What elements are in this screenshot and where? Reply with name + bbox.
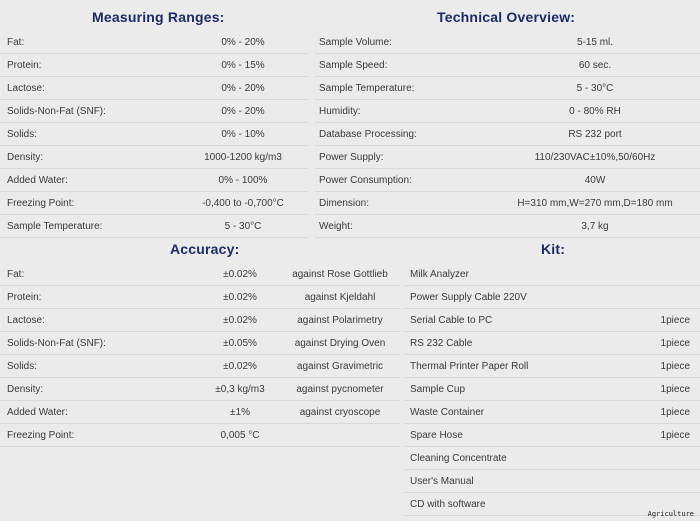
row-label: Protein: (7, 60, 42, 71)
row-label: Density: (7, 152, 44, 163)
table-row (0, 54, 308, 77)
table-row (315, 123, 700, 146)
row-value: 1000-1200 kg/m3 (204, 152, 282, 163)
row-method: against Polarimetry (297, 315, 383, 326)
table-row (0, 192, 308, 215)
table-row (405, 286, 700, 309)
row-label: Dimension: (319, 198, 370, 209)
kit-item-quantity: 1piece (660, 407, 690, 418)
table-row (0, 424, 400, 447)
row-value: 0% - 20% (221, 37, 265, 48)
row-value: ±0.02% (223, 361, 257, 372)
row-value: 0% - 100% (218, 175, 268, 186)
row-label: Power Consumption: (319, 175, 412, 186)
kit-item-quantity: 1piece (660, 384, 690, 395)
row-value: 0 - 80% RH (569, 106, 621, 117)
row-method: against Rose Gottlieb (292, 269, 388, 280)
table-row (315, 169, 700, 192)
table-row (315, 146, 700, 169)
row-label: Sample Volume: (319, 37, 392, 48)
row-value: 110/230VAC±10%,50/60Hz (534, 152, 656, 163)
table-row (405, 355, 700, 378)
row-label: Solids: (7, 129, 38, 140)
technical-overview-title: Technical Overview: (437, 9, 576, 25)
table-row (405, 263, 700, 286)
row-label: Density: (7, 384, 44, 395)
row-value: -0,400 to -0,700°C (202, 198, 284, 209)
table-row (0, 169, 308, 192)
row-value: 0% - 10% (221, 129, 265, 140)
kit-item-quantity: 1piece (660, 361, 690, 372)
kit-title: Kit: (541, 241, 566, 257)
row-label: Added Water: (7, 175, 68, 186)
row-value: 60 sec. (578, 60, 612, 71)
table-row (0, 146, 308, 169)
kit-item-name: Power Supply Cable 220V (410, 292, 527, 303)
table-row (315, 54, 700, 77)
row-method: against Drying Oven (294, 338, 386, 349)
row-method: against pycnometer (296, 384, 384, 395)
table-row (405, 447, 700, 470)
row-value: 5 - 30°C (576, 83, 614, 94)
row-value: 0% - 15% (221, 60, 265, 71)
table-row (0, 401, 400, 424)
row-label: Sample Speed: (319, 60, 388, 71)
row-label: Humidity: (319, 106, 361, 117)
kit-item-name: User's Manual (410, 476, 474, 487)
kit-item-name: Waste Container (410, 407, 485, 418)
table-row (0, 355, 400, 378)
table-row (0, 31, 308, 54)
row-method: against cryoscope (299, 407, 381, 418)
table-row (0, 378, 400, 401)
table-row (0, 332, 400, 355)
row-value: RS 232 port (568, 129, 622, 140)
row-value: ±1% (230, 407, 250, 418)
table-row (0, 309, 400, 332)
row-label: Database Processing: (319, 129, 417, 140)
kit-item-name: Thermal Printer Paper Roll (410, 361, 529, 372)
table-row (405, 309, 700, 332)
row-value: ±0.02% (223, 269, 257, 280)
kit-item-name: Sample Cup (410, 384, 466, 395)
kit-item-name: RS 232 Cable (410, 338, 473, 349)
row-label: Protein: (7, 292, 42, 303)
row-value: ±0,3 kg/m3 (215, 384, 265, 395)
row-label: Fat: (7, 269, 25, 280)
table-row (315, 192, 700, 215)
table-row (315, 31, 700, 54)
table-row (0, 123, 308, 146)
row-value: 5-15 ml. (576, 37, 614, 48)
row-value: 0% - 20% (221, 106, 265, 117)
kit-item-quantity: 1piece (660, 315, 690, 326)
row-label: Lactose: (7, 83, 45, 94)
row-label: Solids: (7, 361, 38, 372)
table-row (0, 215, 308, 238)
kit-item-quantity: 1piece (660, 338, 690, 349)
row-label: Freezing Point: (7, 198, 75, 209)
row-label: Freezing Point: (7, 430, 75, 441)
row-value: ±0.02% (223, 315, 257, 326)
table-row (0, 286, 400, 309)
row-label: Lactose: (7, 315, 45, 326)
row-value: ±0.05% (223, 338, 257, 349)
kit-item-name: Milk Analyzer (410, 269, 469, 280)
accuracy-title: Accuracy: (170, 241, 240, 257)
table-row (0, 77, 308, 100)
table-row (315, 77, 700, 100)
kit-item-name: CD with software (410, 499, 486, 510)
row-value: 5 - 30°C (224, 221, 262, 232)
row-label: Sample Temperature: (7, 221, 103, 232)
table-row (0, 263, 400, 286)
table-row (405, 401, 700, 424)
table-row (0, 100, 308, 123)
row-value: 3,7 kg (581, 221, 609, 232)
row-value: 0,005 °C (220, 430, 260, 441)
kit-item-quantity: 1piece (660, 430, 690, 441)
row-value: 40W (584, 175, 606, 186)
row-value: H=310 mm,W=270 mm,D=180 mm (517, 198, 673, 209)
row-label: Solids-Non-Fat (SNF): (7, 106, 106, 117)
row-label: Solids-Non-Fat (SNF): (7, 338, 106, 349)
measuring-ranges-title: Measuring Ranges: (92, 9, 225, 25)
row-method: against Kjeldahl (304, 292, 376, 303)
row-label: Weight: (319, 221, 353, 232)
footer-category-tag: Agriculture (647, 510, 694, 518)
table-row (315, 215, 700, 238)
kit-item-name: Serial Cable to PC (410, 315, 493, 326)
row-value: 0% - 20% (221, 83, 265, 94)
row-label: Power Supply: (319, 152, 384, 163)
row-method: against Gravimetric (296, 361, 384, 372)
row-label: Added Water: (7, 407, 68, 418)
kit-item-name: Spare Hose (410, 430, 463, 441)
row-label: Fat: (7, 37, 25, 48)
table-row (405, 470, 700, 493)
table-row (405, 424, 700, 447)
table-row (405, 378, 700, 401)
table-row (405, 332, 700, 355)
table-row (315, 100, 700, 123)
row-label: Sample Temperature: (319, 83, 415, 94)
kit-item-name: Cleaning Concentrate (410, 453, 507, 464)
row-value: ±0.02% (223, 292, 257, 303)
